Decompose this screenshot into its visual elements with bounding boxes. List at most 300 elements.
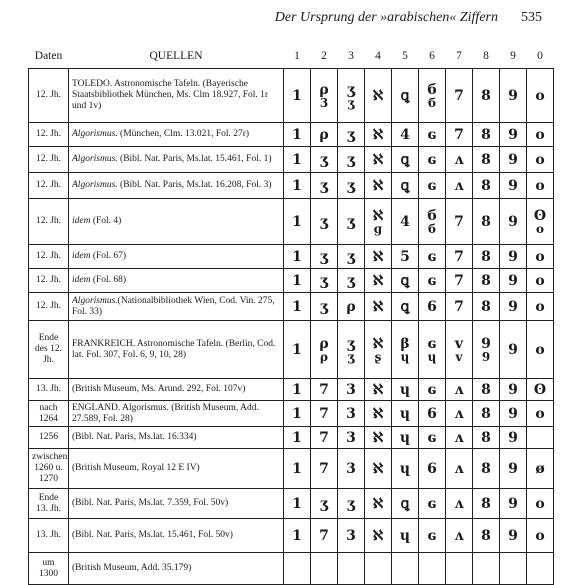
numeral-cell xyxy=(446,401,473,427)
numeral-glyph-variant: ʒ xyxy=(347,349,355,364)
numeral-glyph: 9 xyxy=(508,527,518,544)
numeral-cell xyxy=(500,69,527,123)
numeral-glyph: ʘ xyxy=(533,207,547,224)
row-source: (British Museum, Ms. Arund. 292, Fol. 107v) xyxy=(69,379,284,401)
numeral-glyph: 1 xyxy=(292,248,302,265)
work-title: Algorismus. xyxy=(72,129,118,139)
numeral-glyph: ʌ xyxy=(454,177,464,194)
numeral-cell xyxy=(311,293,338,321)
numeral-cell xyxy=(338,173,365,199)
numeral-cell xyxy=(311,199,338,245)
numeral-glyph: ꝗ xyxy=(400,151,410,168)
numeral-glyph: 7 xyxy=(319,460,329,477)
table-row xyxy=(29,199,554,245)
numeral-cell xyxy=(473,269,500,293)
numeral-cell xyxy=(473,123,500,147)
numeral-glyph: ʌ xyxy=(454,460,464,477)
numeral-cell xyxy=(527,379,554,401)
numeral-glyph: 8 xyxy=(481,527,491,544)
work-title: idem xyxy=(72,251,91,261)
numeral-cell xyxy=(365,489,392,519)
numeral-glyph-variant: ρ xyxy=(320,349,328,364)
row-date: 13. Jh. xyxy=(29,379,69,401)
numeral-glyph: 1 xyxy=(292,495,302,512)
row-date: 12. Jh. xyxy=(29,245,69,269)
numeral-cell xyxy=(284,489,311,519)
numeral-glyph: 3 xyxy=(346,527,356,544)
numeral-cell xyxy=(392,519,419,553)
numeral-glyph: ʒ xyxy=(320,177,328,194)
numeral-glyph: ɢ xyxy=(427,126,437,143)
numeral-glyph-variant: б xyxy=(427,95,436,110)
numeral-cell xyxy=(419,199,446,245)
numeral-glyph: 9 xyxy=(508,341,518,358)
row-source: Algorismus.(Nationalbibliothek Wien, Cod. Vin. 275, Fol. 33) xyxy=(69,293,284,321)
row-date: Ende 13. Jh. xyxy=(29,489,69,519)
numeral-cell xyxy=(419,449,446,489)
row-date: zwischen 1260 u. 1270 xyxy=(29,449,69,489)
numeral-glyph: ʌ xyxy=(454,381,464,398)
numeral-glyph: 7 xyxy=(454,213,464,230)
row-source: idem (Fol. 67) xyxy=(69,245,284,269)
numeral-cell xyxy=(311,449,338,489)
numeral-glyph: 9 xyxy=(508,495,518,512)
numeral-glyph: ℵ xyxy=(372,495,384,512)
numeral-cell xyxy=(365,69,392,123)
numeral-glyph: 8 xyxy=(481,495,491,512)
numeral-glyph: ρ xyxy=(319,126,329,143)
row-source: Algorismus. (Bibl. Nat. Paris, Ms.lat. 15.461, Fol. 1) xyxy=(69,147,284,173)
table-row xyxy=(29,123,554,147)
numeral-glyph: 7 xyxy=(454,272,464,289)
numeral-cell xyxy=(446,427,473,449)
numeral-glyph: ʒ xyxy=(320,213,328,230)
numeral-cell xyxy=(392,245,419,269)
numeral-glyph: ʒ xyxy=(347,81,355,98)
numeral-glyph: 9 xyxy=(508,177,518,194)
numeral-glyph-variant: ʂ xyxy=(374,349,382,364)
numeral-glyph: 7 xyxy=(319,429,329,446)
numeral-glyph: ρ xyxy=(319,81,329,98)
numeral-glyph-variant: ɥ xyxy=(400,349,410,364)
numeral-glyph: ʘ xyxy=(533,381,547,398)
numeral-cell xyxy=(500,245,527,269)
numeral-cell xyxy=(446,519,473,553)
numeral-glyph: ℵ xyxy=(372,177,384,194)
work-title: idem xyxy=(72,275,91,285)
numeral-cell xyxy=(500,427,527,449)
numeral-cell xyxy=(311,269,338,293)
numeral-cell xyxy=(284,69,311,123)
numeral-glyph: 9 xyxy=(508,248,518,265)
numeral-glyph: ꝗ xyxy=(400,87,410,104)
numeral-glyph: 4 xyxy=(400,213,410,230)
numeral-glyph: ɢ xyxy=(427,381,437,398)
numeral-cell xyxy=(527,519,554,553)
numeral-cell xyxy=(338,449,365,489)
row-date: 12. Jh. xyxy=(29,173,69,199)
numeral-glyph: 8 xyxy=(481,298,491,315)
numeral-glyph: ʒ xyxy=(347,151,355,168)
numeral-cell xyxy=(311,427,338,449)
numeral-glyph: ℵ xyxy=(372,460,384,477)
numeral-glyph: ɥ xyxy=(399,527,411,544)
numeral-cell xyxy=(473,401,500,427)
numeral-cell xyxy=(446,269,473,293)
numeral-glyph: ℵ xyxy=(372,429,384,446)
numeral-glyph: 7 xyxy=(319,527,329,544)
numeral-glyph: 3 xyxy=(346,460,356,477)
header-digit: 2 xyxy=(321,50,327,62)
numeral-cell xyxy=(338,379,365,401)
numeral-glyph-variant: ʒ xyxy=(347,95,355,110)
table-row xyxy=(29,269,554,293)
row-source: TOLEDO. Astronomische Tafeln. (Bayerische Staatsbibliothek München, Ms. Clm 18.927, Fol. 1r und 1v) xyxy=(69,69,284,123)
numeral-cell xyxy=(311,147,338,173)
numeral-glyph: ℵ xyxy=(372,126,384,143)
row-source: FRANKREICH. Astronomische Tafeln. (Berlin, Cod. lat. Fol. 307, Fol. 6, 9, 10, 28) xyxy=(69,321,284,379)
work-title: Algorismus. xyxy=(72,180,118,190)
running-title: Der Ursprung der »arabischen« Ziffern xyxy=(274,10,498,25)
header-digit: 9 xyxy=(510,50,516,62)
numeral-glyph: 9 xyxy=(508,298,518,315)
numeral-glyph: ʒ xyxy=(320,151,328,168)
table-row xyxy=(29,427,554,449)
numeral-cell xyxy=(392,123,419,147)
numeral-glyph: ɢ xyxy=(427,335,437,352)
row-source: (British Museum, Add. 35.179) xyxy=(69,553,284,585)
numeral-glyph: 9 xyxy=(508,381,518,398)
work-title: idem xyxy=(72,216,91,226)
header-digit: 8 xyxy=(483,50,489,62)
numeral-glyph: o xyxy=(535,151,545,168)
numeral-cell xyxy=(527,69,554,123)
numeral-cell xyxy=(419,123,446,147)
numeral-glyph: ʌ xyxy=(454,429,464,446)
numeral-cell xyxy=(446,69,473,123)
numeral-glyph: 9 xyxy=(508,87,518,104)
numeral-cell xyxy=(500,519,527,553)
numeral-cell xyxy=(419,321,446,379)
numeral-cell xyxy=(311,401,338,427)
numeral-glyph: ℵ xyxy=(372,335,384,352)
numeral-cell xyxy=(473,519,500,553)
row-date: 12. Jh. xyxy=(29,199,69,245)
numeral-glyph: ɢ xyxy=(427,495,437,512)
numeral-glyph: 7 xyxy=(319,381,329,398)
numeral-cell xyxy=(527,245,554,269)
numeral-glyph: б xyxy=(427,81,437,98)
numeral-cell xyxy=(419,489,446,519)
numeral-cell xyxy=(311,245,338,269)
numeral-glyph: o xyxy=(535,527,545,544)
numeral-glyph: o xyxy=(535,248,545,265)
numeral-glyph: ʒ xyxy=(347,177,355,194)
numeral-glyph: 8 xyxy=(481,381,491,398)
numeral-glyph: o xyxy=(535,495,545,512)
numeral-cell xyxy=(365,401,392,427)
numeral-glyph: 9 xyxy=(508,213,518,230)
numeral-cell xyxy=(392,69,419,123)
numeral-cell xyxy=(473,245,500,269)
numeral-cell xyxy=(527,401,554,427)
numeral-cell xyxy=(500,379,527,401)
numeral-glyph: ʌ xyxy=(454,495,464,512)
header-digit: 5 xyxy=(402,50,408,62)
numeral-glyph-variant: 3 xyxy=(319,95,329,110)
numeral-cell xyxy=(419,69,446,123)
numeral-cell xyxy=(500,123,527,147)
numeral-glyph: 1 xyxy=(292,272,302,289)
table-row xyxy=(29,401,554,427)
numeral-cell xyxy=(419,519,446,553)
numeral-cell xyxy=(446,489,473,519)
numeral-cell xyxy=(284,147,311,173)
numeral-cell xyxy=(473,449,500,489)
numeral-cell xyxy=(284,519,311,553)
numeral-cell xyxy=(338,401,365,427)
numeral-glyph: β xyxy=(400,335,410,352)
numeral-glyph: ʌ xyxy=(454,527,464,544)
row-date: 12. Jh. xyxy=(29,269,69,293)
numeral-cell xyxy=(392,269,419,293)
numeral-glyph: ɥ xyxy=(399,460,411,477)
numeral-glyph: ρ xyxy=(346,298,356,315)
numeral-glyph: ℵ xyxy=(372,207,384,224)
numeral-glyph: ℵ xyxy=(372,248,384,265)
header-row xyxy=(29,44,554,69)
row-date: 12. Jh. xyxy=(29,69,69,123)
row-source: (Bibl. Nat. Paris, Ms.lat. 7.359, Fol. 50v) xyxy=(69,489,284,519)
row-date: nach 1264 xyxy=(29,401,69,427)
numeral-glyph: ɥ xyxy=(399,381,411,398)
numeral-glyph: ℵ xyxy=(372,527,384,544)
numeral-cell xyxy=(392,489,419,519)
numeral-cell xyxy=(419,269,446,293)
numeral-cell xyxy=(284,401,311,427)
table-row xyxy=(29,321,554,379)
numeral-cell xyxy=(392,379,419,401)
numeral-glyph: ʌ xyxy=(454,151,464,168)
numeral-glyph-variant: 9 xyxy=(481,349,491,364)
numeral-glyph: ø xyxy=(535,460,545,477)
numeral-glyph: ꝗ xyxy=(400,298,410,315)
header-digit: 4 xyxy=(375,50,381,62)
work-title: Algorismus. xyxy=(72,295,118,306)
numeral-glyph: v xyxy=(454,335,464,352)
table-row xyxy=(29,173,554,199)
numeral-glyph: 7 xyxy=(454,298,464,315)
numeral-glyph: ʒ xyxy=(320,272,328,289)
numeral-cell xyxy=(284,449,311,489)
running-head xyxy=(0,10,580,30)
numeral-cell xyxy=(446,379,473,401)
numeral-glyph: 1 xyxy=(292,213,302,230)
numeral-glyph: 8 xyxy=(481,248,491,265)
header-digit: 0 xyxy=(537,50,543,62)
numeral-cell xyxy=(365,449,392,489)
numeral-glyph: 8 xyxy=(481,272,491,289)
numeral-glyph: ʌ xyxy=(454,405,464,422)
row-source: (Bibl. Nat. Paris, Ms.lat. 15.461, Fol. 50v) xyxy=(69,519,284,553)
numeral-glyph: 1 xyxy=(292,341,302,358)
table-row xyxy=(29,245,554,269)
numeral-cell xyxy=(338,199,365,245)
numeral-cell xyxy=(311,489,338,519)
numeral-cell xyxy=(365,379,392,401)
numeral-glyph: ʒ xyxy=(320,298,328,315)
table-row xyxy=(29,147,554,173)
numeral-cell xyxy=(527,489,554,519)
numeral-glyph: 7 xyxy=(319,405,329,422)
numeral-cell xyxy=(311,321,338,379)
numeral-glyph: ʒ xyxy=(347,495,355,512)
numeral-glyph-variant: б xyxy=(427,221,436,236)
numeral-cell xyxy=(527,321,554,379)
numeral-cell xyxy=(419,427,446,449)
numeral-glyph: 1 xyxy=(292,126,302,143)
numeral-cell xyxy=(527,427,554,449)
table-body xyxy=(29,69,554,585)
numeral-cell xyxy=(311,173,338,199)
numeral-glyph: 3 xyxy=(346,381,356,398)
numeral-glyph: 7 xyxy=(454,248,464,265)
header-source: QUELLEN xyxy=(149,50,203,62)
numeral-cell xyxy=(419,293,446,321)
numeral-cell xyxy=(365,269,392,293)
numeral-cell xyxy=(473,321,500,379)
numeral-glyph: ℵ xyxy=(372,381,384,398)
numeral-glyph-variant: ɡ xyxy=(373,221,383,236)
row-date: 13. Jh. xyxy=(29,519,69,553)
numeral-cell xyxy=(500,173,527,199)
numeral-cell xyxy=(338,69,365,123)
numeral-glyph: 7 xyxy=(454,87,464,104)
numeral-glyph: ꝗ xyxy=(400,495,410,512)
numeral-glyph: 8 xyxy=(481,151,491,168)
numeral-cell xyxy=(392,401,419,427)
numeral-glyph: o xyxy=(535,272,545,289)
numeral-cell xyxy=(338,293,365,321)
numeral-cell xyxy=(473,147,500,173)
numeral-cell xyxy=(392,427,419,449)
numeral-glyph: 1 xyxy=(292,87,302,104)
work-title: Algorismus. xyxy=(72,154,118,164)
numeral-cell xyxy=(338,269,365,293)
row-source: Algorismus. (München, Clm. 13.021, Fol. 27r) xyxy=(69,123,284,147)
numeral-glyph: 8 xyxy=(481,177,491,194)
numeral-cell xyxy=(500,449,527,489)
table-row xyxy=(29,519,554,553)
numeral-cell xyxy=(284,379,311,401)
numeral-glyph: 6 xyxy=(427,298,437,315)
numeral-cell xyxy=(419,379,446,401)
numeral-cell xyxy=(392,449,419,489)
numeral-glyph: ɢ xyxy=(427,151,437,168)
numeral-glyph: 1 xyxy=(292,527,302,544)
row-source: idem (Fol. 4) xyxy=(69,199,284,245)
numeral-glyph: ℵ xyxy=(372,272,384,289)
numeral-cell xyxy=(284,199,311,245)
row-date: Ende des 12. Jh. xyxy=(29,321,69,379)
numeral-glyph: ʒ xyxy=(320,248,328,265)
numeral-glyph: 9 xyxy=(508,405,518,422)
numeral-cell xyxy=(419,173,446,199)
numeral-cell xyxy=(446,321,473,379)
numeral-glyph: ɢ xyxy=(427,429,437,446)
numeral-cell xyxy=(419,147,446,173)
numeral-cell xyxy=(284,427,311,449)
numeral-cell xyxy=(284,293,311,321)
header-date: Daten xyxy=(34,50,63,62)
numeral-glyph: ꝗ xyxy=(400,272,410,289)
numeral-glyph: 1 xyxy=(292,429,302,446)
table-row xyxy=(29,449,554,489)
numeral-cell xyxy=(500,293,527,321)
numeral-glyph: ʒ xyxy=(347,272,355,289)
numeral-glyph: 1 xyxy=(292,381,302,398)
numeral-cell xyxy=(446,123,473,147)
numeral-cell xyxy=(311,123,338,147)
row-date: 12. Jh. xyxy=(29,123,69,147)
numeral-cell xyxy=(365,199,392,245)
numeral-glyph: 9 xyxy=(508,460,518,477)
row-source: (British Museum, Royal 12 E IV) xyxy=(69,449,284,489)
numeral-glyph: ℵ xyxy=(372,151,384,168)
numeral-glyph: 1 xyxy=(292,177,302,194)
numeral-cell xyxy=(527,123,554,147)
numeral-cell xyxy=(473,173,500,199)
numeral-cell xyxy=(527,449,554,489)
numeral-glyph: o xyxy=(535,177,545,194)
numeral-glyph: 5 xyxy=(400,248,410,265)
row-source: (Bibl. Nat. Paris, Ms.lat. 16.334) xyxy=(69,427,284,449)
numeral-glyph: 8 xyxy=(481,405,491,422)
row-source: ENGLAND. Algorismus. (British Museum, Add. 27.589, Fol. 28) xyxy=(69,401,284,427)
numeral-cell xyxy=(284,245,311,269)
numeral-glyph: б xyxy=(427,207,437,224)
numeral-glyph: ʒ xyxy=(347,126,355,143)
row-date: 12. Jh. xyxy=(29,293,69,321)
numeral-glyph: 9 xyxy=(508,272,518,289)
numeral-glyph: ℵ xyxy=(372,405,384,422)
numeral-glyph: ɢ xyxy=(427,248,437,265)
numeral-glyph: o xyxy=(535,126,545,143)
numeral-cell xyxy=(500,199,527,245)
numeral-glyph: ℵ xyxy=(372,298,384,315)
numeral-cell xyxy=(365,321,392,379)
numeral-glyph: 3 xyxy=(346,429,356,446)
numeral-glyph: 8 xyxy=(481,126,491,143)
numeral-glyph: 8 xyxy=(481,429,491,446)
row-date: 1256 xyxy=(29,427,69,449)
page-number: 535 xyxy=(521,10,542,25)
numeral-cell xyxy=(365,519,392,553)
numeral-glyph: ʒ xyxy=(347,248,355,265)
numeral-glyph: 4 xyxy=(400,126,410,143)
numeral-cell xyxy=(392,293,419,321)
numeral-cell xyxy=(338,489,365,519)
numeral-glyph: o xyxy=(535,405,545,422)
row-source: Algorismus. (Bibl. Nat. Paris, Ms.lat. 16.208, Fol. 3) xyxy=(69,173,284,199)
numeral-cell xyxy=(392,321,419,379)
numeral-glyph: 9 xyxy=(508,151,518,168)
numeral-glyph: ρ xyxy=(319,335,329,352)
numeral-cell xyxy=(500,147,527,173)
numeral-cell xyxy=(446,245,473,269)
header-digit: 1 xyxy=(294,50,300,62)
row-source: idem (Fol. 68) xyxy=(69,269,284,293)
